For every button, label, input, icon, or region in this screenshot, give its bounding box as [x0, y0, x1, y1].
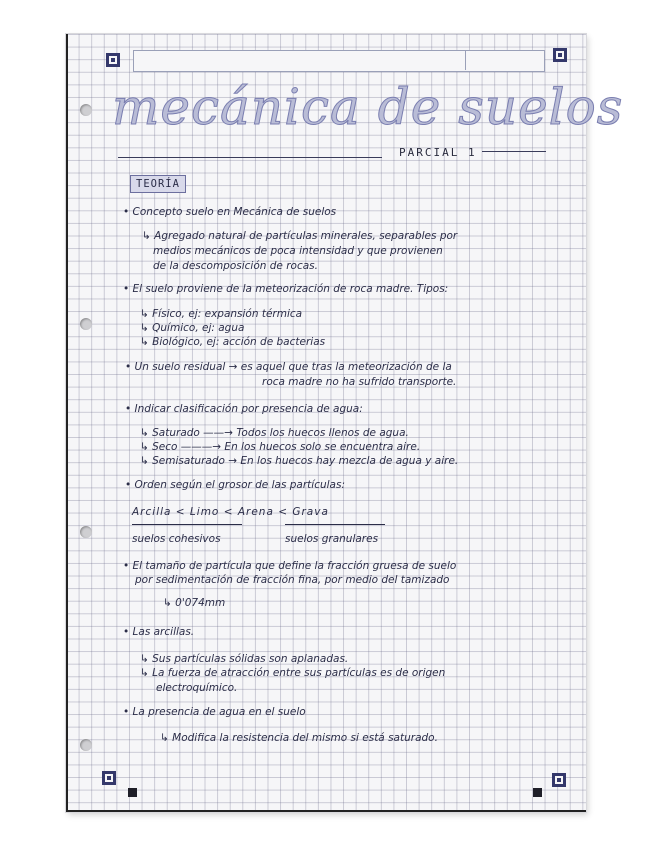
note-line: ↳ Biológico, ej: acción de bacterias	[140, 336, 326, 348]
corner-mark-icon	[106, 53, 120, 67]
page-edge-left	[66, 34, 68, 812]
exam-label: PARCIAL 1	[399, 146, 477, 159]
corner-square-icon	[533, 788, 542, 797]
page-edge-bottom	[66, 810, 586, 812]
bullet-line: • Las arcillas.	[123, 626, 195, 638]
group-label: suelos granulares	[285, 533, 379, 545]
note-line: ↳ Agregado natural de partículas minerales, separables por	[142, 230, 458, 242]
note-line: ↳ Físico, ej: expansión térmica	[140, 308, 303, 320]
note-line: por sedimentación de fracción fina, por medio del tamizado	[135, 574, 450, 586]
binder-hole	[80, 318, 92, 330]
title-underline	[118, 157, 382, 158]
page-title: mecánica de suelos	[112, 78, 624, 136]
header-divider	[465, 50, 466, 70]
note-line: ↳ Modifica la resistencia del mismo si está saturado.	[160, 732, 438, 744]
note-line: ↳ Seco ———→ En los huecos solo se encuentra aire.	[140, 441, 421, 453]
bullet-line: • Un suelo residual → es aquel que tras la meteorización de la	[125, 361, 452, 373]
bullet-line: • La presencia de agua en el suelo	[123, 706, 306, 718]
note-line: medios mecánicos de poca intensidad y que provienen	[153, 245, 443, 257]
binder-hole	[80, 104, 92, 116]
corner-mark-icon	[102, 771, 116, 785]
note-line: ↳ Químico, ej: agua	[140, 322, 245, 334]
note-line: ↳ Sus partículas sólidas son aplanadas.	[140, 653, 349, 665]
note-line: ↳ 0'074mm	[163, 597, 226, 609]
binder-hole	[80, 739, 92, 751]
bullet-line: • Indicar clasificación por presencia de agua:	[125, 403, 363, 415]
note-line: ↳ Semisaturado → En los huecos hay mezcla de agua y aire.	[140, 455, 459, 467]
group-brace	[285, 524, 385, 525]
group-label: suelos cohesivos	[132, 533, 221, 545]
note-line: roca madre no ha sufrido transporte.	[262, 376, 457, 388]
group-brace	[132, 524, 242, 525]
grain-order: Arcilla < Limo < Arena < Grava	[132, 506, 329, 518]
bullet-line: • Concepto suelo en Mecánica de suelos	[123, 206, 337, 218]
binder-hole	[80, 526, 92, 538]
section-label: TEORÍA	[130, 175, 186, 193]
bullet-line: • Orden según el grosor de las partículas:	[125, 479, 346, 491]
note-line: de la descomposición de rocas.	[153, 260, 318, 272]
bullet-line: • El suelo proviene de la meteorización de roca madre. Tipos:	[123, 283, 449, 295]
note-line: ↳ La fuerza de atracción entre sus partículas es de origen	[140, 667, 446, 679]
corner-square-icon	[128, 788, 137, 797]
corner-mark-icon	[553, 48, 567, 62]
bullet-line: • El tamaño de partícula que define la fracción gruesa de suelo	[123, 560, 457, 572]
header-field	[133, 50, 545, 72]
note-line: electroquímico.	[156, 682, 238, 694]
note-line: ↳ Saturado ——→ Todos los huecos llenos de agua.	[140, 427, 409, 439]
corner-mark-icon	[552, 773, 566, 787]
title-underline	[482, 151, 546, 152]
